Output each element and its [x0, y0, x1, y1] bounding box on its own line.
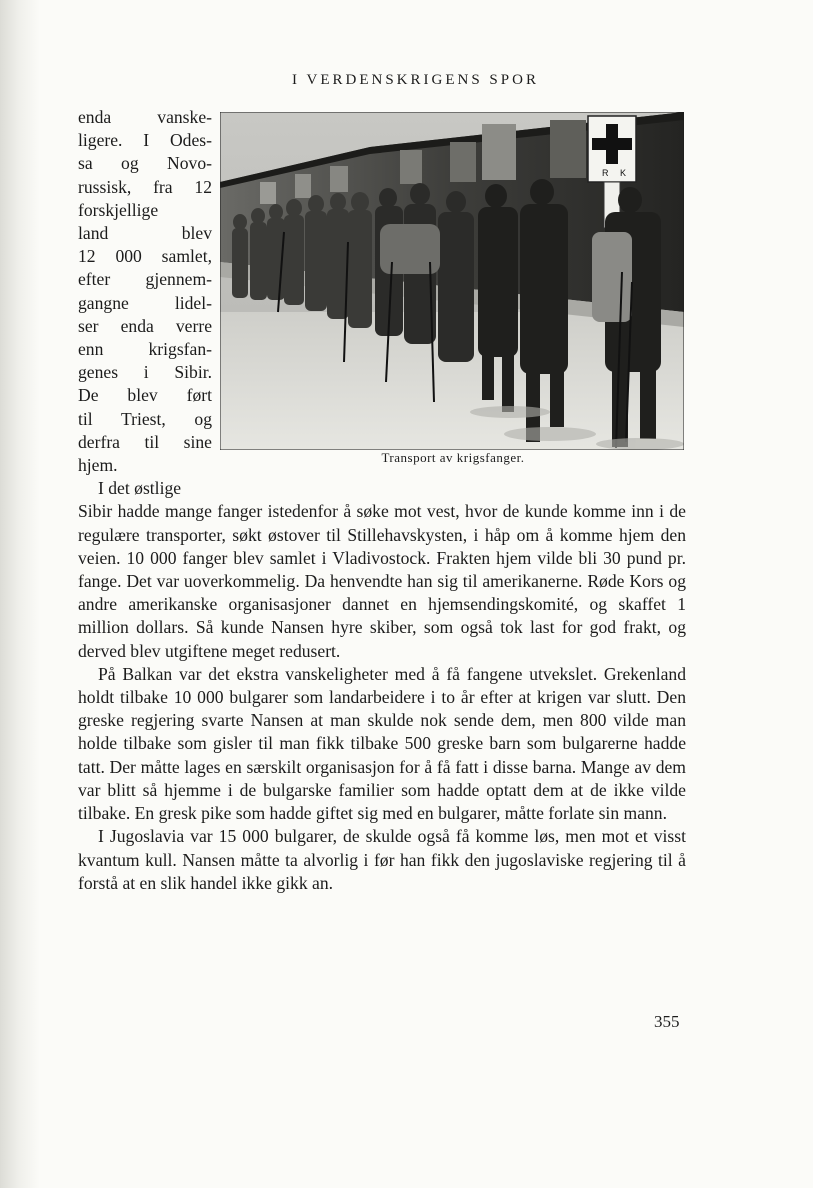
sign-letter-k: K	[620, 168, 627, 178]
sign-letter-r: R	[602, 168, 609, 178]
column-line: land blev	[78, 223, 212, 244]
paragraph: I Jugoslavia var 15 000 bulgarer, de skulde også få komme løs, men mot et visst kvantum kull. Nansen måtte ta alvorlig i før han fikk den jugoslaviske regjering til å forstå at en slik handel ikke gikk an.	[78, 826, 686, 893]
body-text	[78, 106, 686, 895]
column-line: genes i Sibir.	[78, 362, 212, 383]
column-line: hjem.	[78, 455, 118, 476]
column-line: russisk, fra 12	[78, 176, 212, 197]
paragraph: Sibir hadde mange fanger istedenfor å søke mot vest, hvor de kunde komme inn i de regulære transporter, søkt østover til Stillehavskysten, i håp om å komme hjem den veien. 10 000 fanger blev samlet i Vladivostock. Frakten hjem vilde bli 30 pund pr. fange. Det var uoverkommelig. Da henvendte han sig til amerikanerne. Røde Kors og andre amerikanske organisasjoner dannet en hjemsendingskomité, og skaffet 1 million dollars. Så kunde Nansen hyre skiber, som også tok last for god frakt, og derved blev utgiftene meget redusert.	[78, 501, 686, 661]
column-line: til Triest, og	[78, 408, 212, 429]
scan-page-edge-shadow	[0, 0, 40, 1188]
column-line: ser enda verre	[78, 315, 212, 336]
figure	[220, 112, 686, 484]
figure-caption: Transport av krigsfanger.	[381, 450, 525, 465]
column-line: enn krigsfan-	[78, 339, 212, 360]
column-line: gangne lidel-	[78, 292, 212, 313]
column-line: sa og Novo-	[78, 153, 212, 174]
column-line: forskjellige	[78, 199, 159, 220]
column-line: enda vanske-	[78, 107, 212, 127]
column-line: derfra til sine	[78, 431, 212, 452]
column-line: 12 000 samlet,	[78, 246, 212, 267]
running-header: I VERDENSKRIGENS SPOR	[292, 72, 539, 88]
paragraph: På Balkan var det ekstra vanskeligheter med å få fangene utvekslet. Grekenland holdt tilbake 10 000 bulgarer som landarbeidere i to år efter at krigen var slutt. Den greske regjering svarte Nansen at man skulde nok sende dem, men 800 vilde man holde tilbake som gisler til man fikk tilbake 500 greske barn som bulgarerne hadde tatt. Der måtte lages en særskilt organisasjon for å få fatt i disse barna. Mange av dem var blitt så hjemme i de bulgarske familier som hadde optatt dem at de ikke vilde tilbake. En gresk pike som hadde giftet sig med en bulgarer, måtte forlate sin mann.	[78, 663, 686, 824]
paragraph-start: I det østlige	[98, 478, 182, 499]
column-line: De blev ført	[78, 385, 212, 406]
column-line: ligere. I Odes-	[78, 130, 212, 151]
page-number: 355	[654, 1012, 680, 1031]
column-line: efter gjennem-	[78, 269, 212, 290]
photo-of-prisoners-walking-by-train-icon	[220, 112, 684, 450]
